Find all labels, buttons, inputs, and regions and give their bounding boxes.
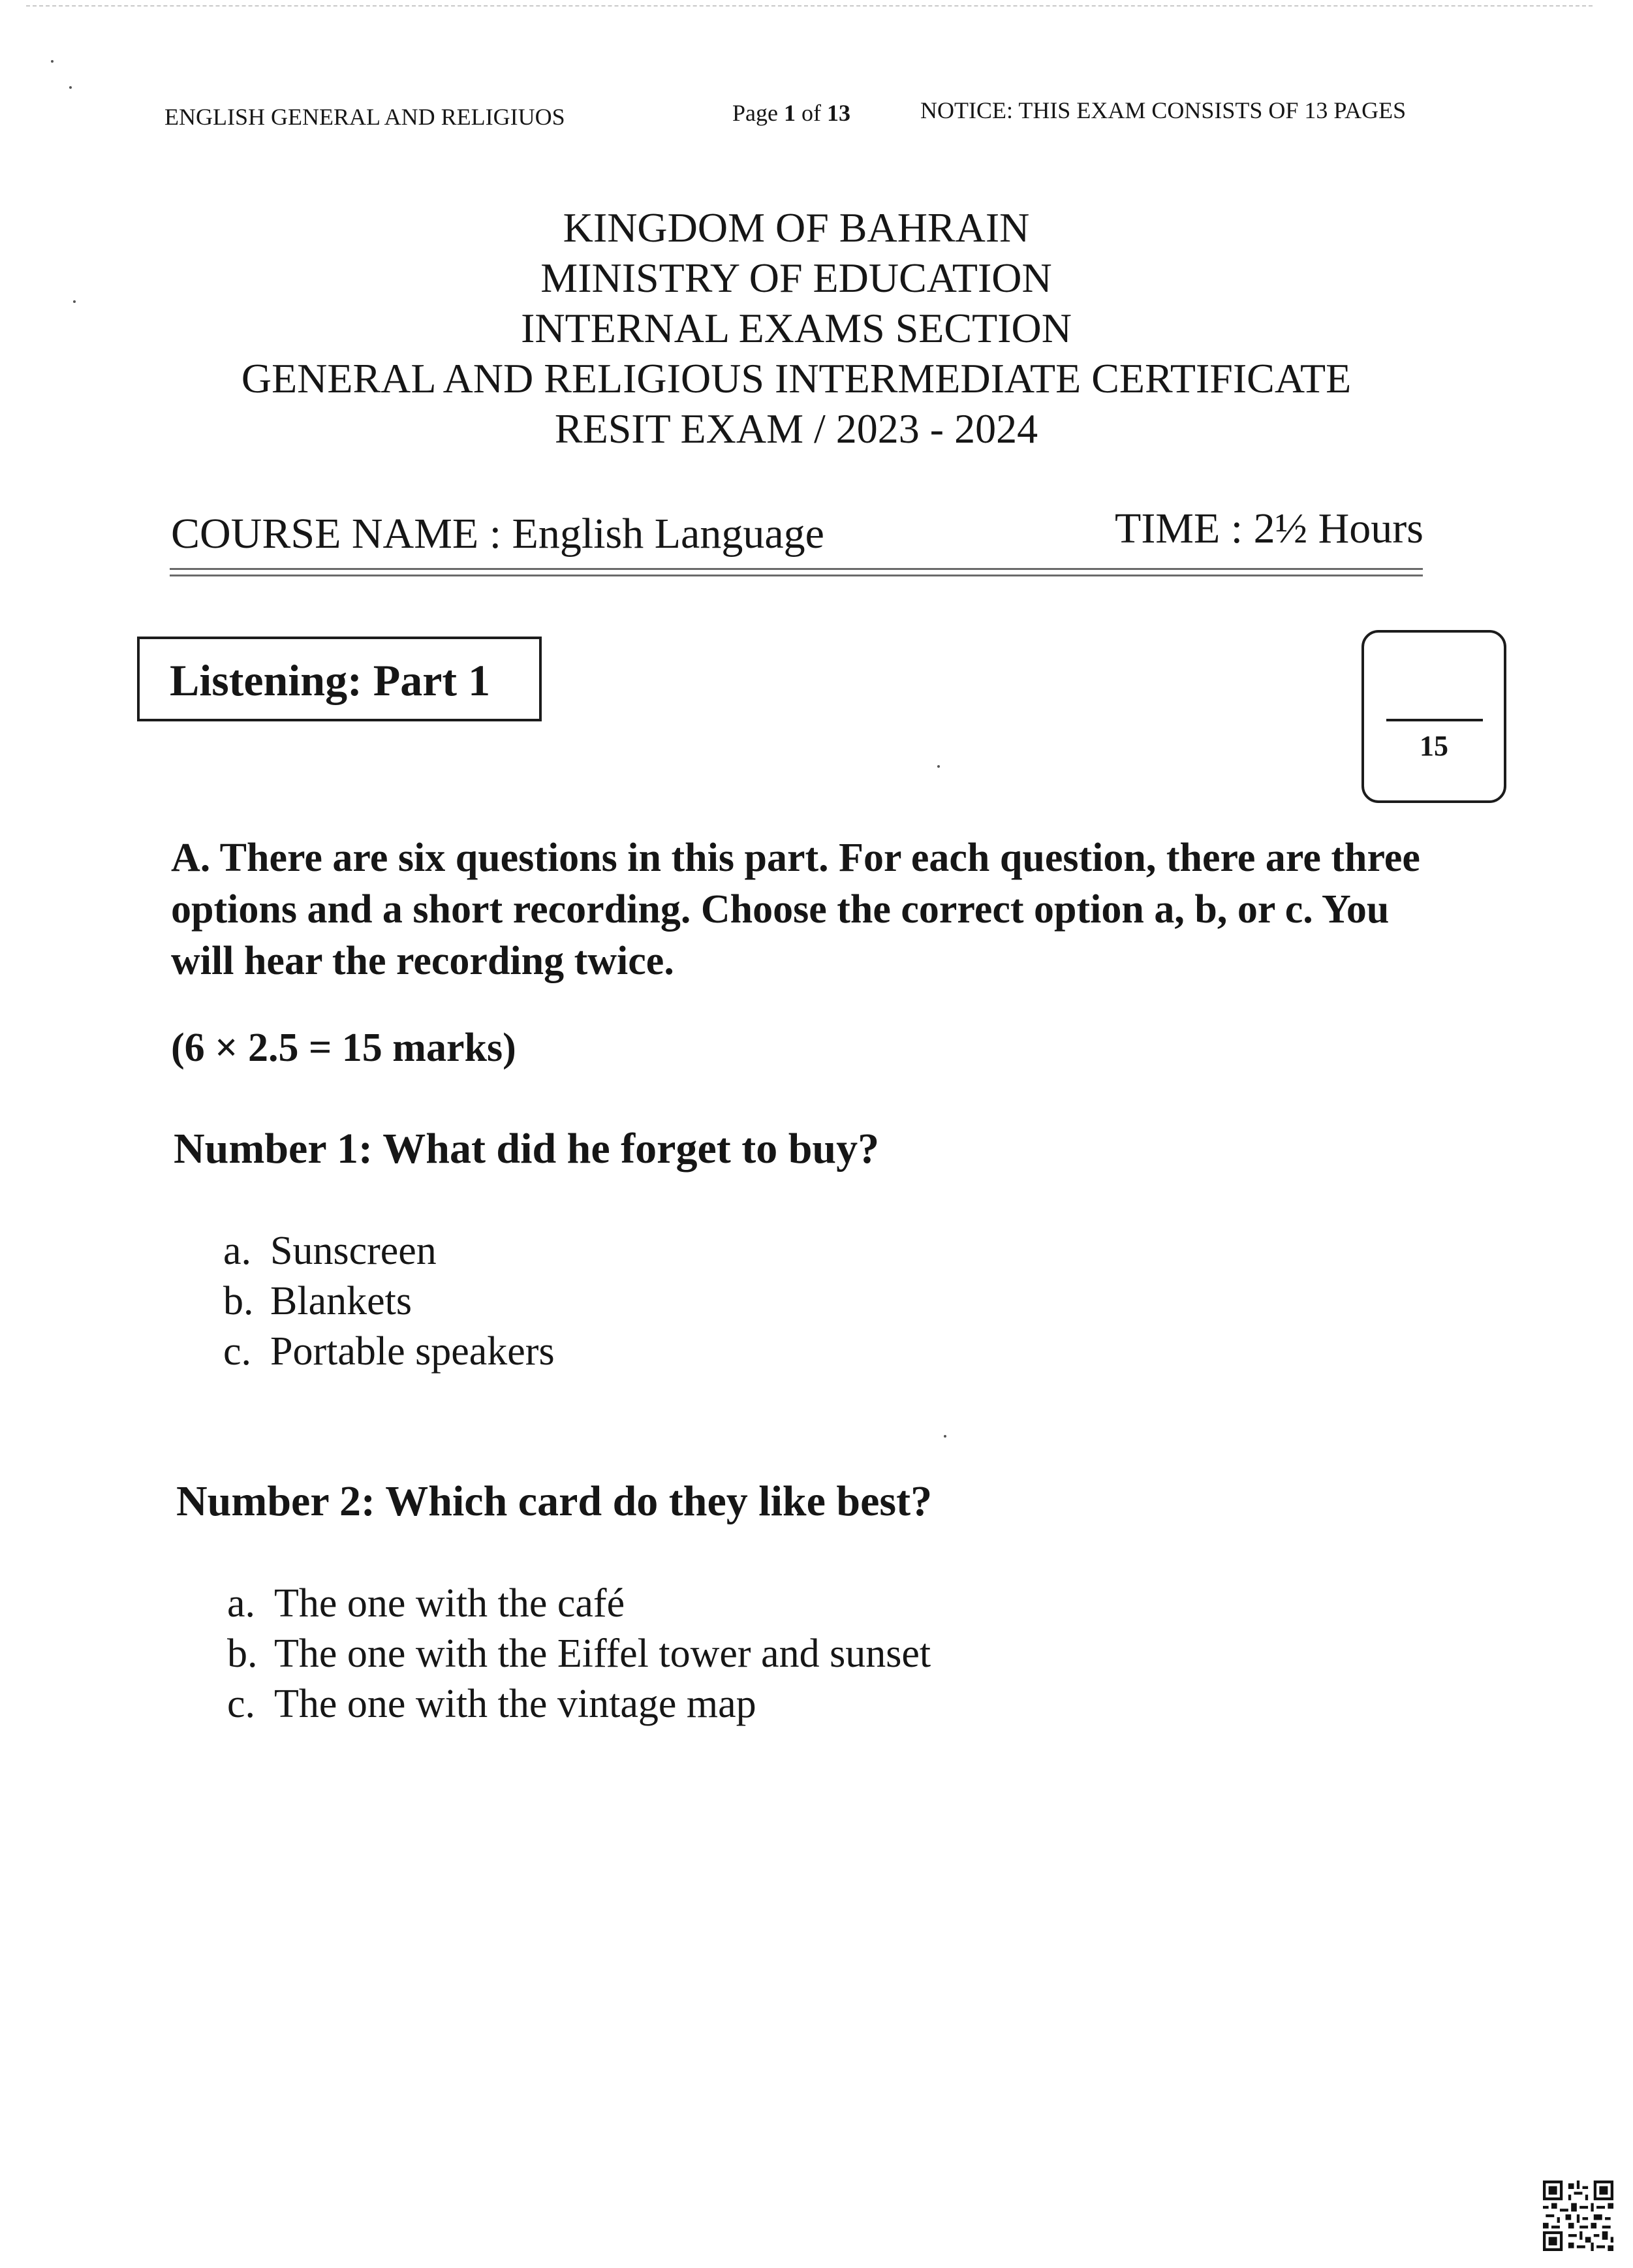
scan-artifact-line bbox=[26, 5, 1593, 7]
score-line bbox=[1386, 719, 1483, 721]
page-current: 1 bbox=[783, 100, 796, 126]
header-course-label: ENGLISH GENERAL AND RELIGIUOS bbox=[164, 104, 565, 130]
option-letter: b. bbox=[223, 1279, 254, 1323]
option-a bbox=[227, 1579, 931, 1629]
exam-notice: NOTICE: THIS EXAM CONSISTS OF 13 PAGES bbox=[920, 97, 1407, 123]
question-1-title: Number 1: What did he forget to buy? bbox=[174, 1125, 880, 1173]
option-b bbox=[227, 1629, 931, 1679]
score-box bbox=[1361, 630, 1506, 803]
option-letter: c. bbox=[227, 1682, 256, 1726]
title-line-section: INTERNAL EXAMS SECTION bbox=[521, 305, 1072, 351]
section-title: Listening: Part 1 bbox=[170, 655, 491, 705]
score-total: 15 bbox=[1420, 730, 1448, 762]
marks-note: (6 × 2.5 = 15 marks) bbox=[171, 1026, 516, 1070]
option-text: The one with the vintage map bbox=[274, 1682, 756, 1726]
option-text: Blankets bbox=[270, 1279, 412, 1323]
option-c bbox=[223, 1327, 555, 1377]
page-of: of bbox=[801, 100, 821, 126]
divider-rule bbox=[170, 575, 1423, 576]
option-letter: b. bbox=[227, 1631, 258, 1676]
option-letter: c. bbox=[223, 1329, 252, 1374]
page-indicator bbox=[732, 99, 850, 127]
question-1-options bbox=[223, 1226, 555, 1377]
title-block bbox=[0, 202, 1593, 454]
question-2-title: Number 2: Which card do they like best? bbox=[176, 1477, 933, 1525]
qr-code bbox=[1543, 2181, 1613, 2251]
title-line-certificate: GENERAL AND RELIGIOUS INTERMEDIATE CERTIFICATE bbox=[241, 355, 1352, 402]
option-text: Portable speakers bbox=[270, 1329, 555, 1374]
option-text: Sunscreen bbox=[270, 1229, 437, 1273]
exam-time: TIME : 2½ Hours bbox=[1115, 505, 1423, 552]
page-label: Page bbox=[732, 100, 778, 126]
course-name: COURSE NAME : English Language bbox=[171, 510, 824, 558]
title-line-exam: RESIT EXAM / 2023 - 2024 bbox=[554, 405, 1038, 452]
option-letter: a. bbox=[223, 1229, 252, 1273]
option-text: The one with the Eiffel tower and sunset bbox=[274, 1631, 931, 1676]
option-c bbox=[227, 1679, 931, 1729]
option-letter: a. bbox=[227, 1581, 256, 1626]
divider-rule bbox=[170, 568, 1423, 570]
scan-speck bbox=[69, 86, 72, 89]
title-line-kingdom: KINGDOM OF BAHRAIN bbox=[563, 204, 1030, 251]
scan-speck bbox=[944, 1435, 946, 1438]
question-2-options bbox=[227, 1579, 931, 1729]
scan-speck bbox=[937, 765, 940, 768]
scan-speck bbox=[51, 60, 54, 63]
instructions-text: A. There are six questions in this part. For each question, there are three options and a short recording. Choose the correct option a, b, or c. You will hear the recording twice. bbox=[171, 836, 1420, 983]
page-total: 13 bbox=[826, 100, 850, 126]
option-text: The one with the café bbox=[274, 1581, 625, 1626]
title-line-ministry: MINISTRY OF EDUCATION bbox=[540, 255, 1052, 301]
section-title-box bbox=[137, 637, 542, 721]
option-b bbox=[223, 1276, 555, 1327]
option-a bbox=[223, 1226, 555, 1276]
